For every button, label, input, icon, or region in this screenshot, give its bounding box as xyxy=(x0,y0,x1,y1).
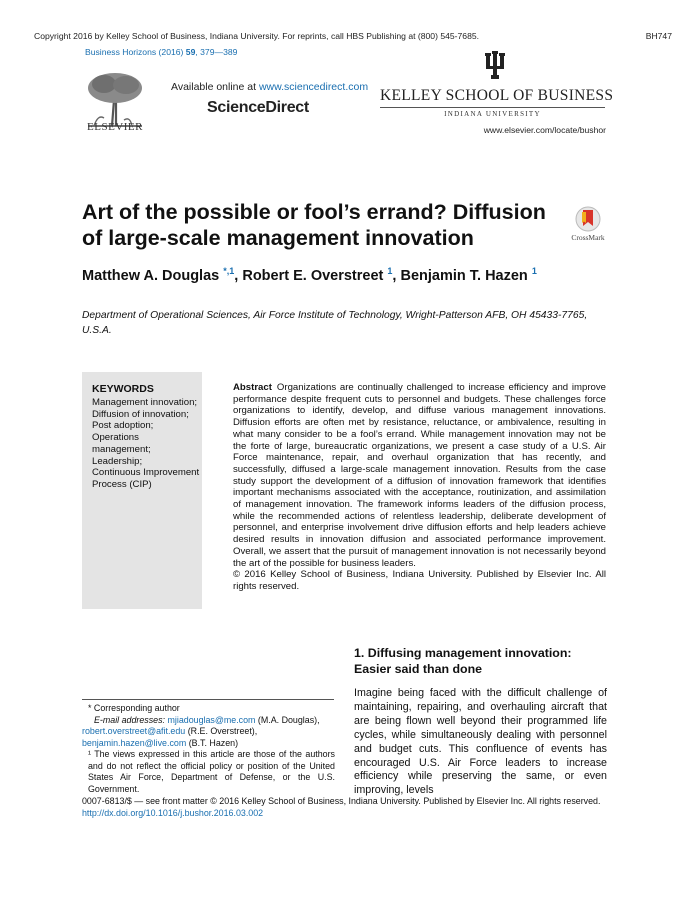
abstract-label: Abstract xyxy=(233,382,272,393)
abstract xyxy=(233,382,606,593)
footnotes xyxy=(82,703,335,795)
author-mark[interactable]: 1 xyxy=(531,266,537,276)
abstract-paragraph xyxy=(233,382,606,569)
email-link[interactable]: robert.overstreet@afit.edu xyxy=(82,726,186,736)
elsevier-wordmark: ELSEVIER xyxy=(87,121,143,133)
section-heading-line: Easier said than done xyxy=(354,662,483,676)
author-list: Matthew A. Douglas $^{*,1}$, Robert E. Overstreet $^1$, Benjamin T. Hazen $^1$ xyxy=(82,266,537,284)
abstract-text: Organizations are continually challenged to increase efficiency and improve performance despite frequent cuts to personnel and budgets. These challenges force organizations to identify, develop, and diffuse various management innovations. Diffusion efforts are often met by resistance, reluctance, or ambivalence, resulting in what many consider to be a fool’s errand. While management innovation may not be the forte of large, bureaucratic organizations, we present a case study of a U.S. Air Force maintenance, repair, and overhaul organization that has recently, and successfully, diffused a large-scale management innovation. Results from the case study support the development of a diffusion of innovation framework that identifies important mechanisms associated with the acceptance, routinization, and assimilation of management innovation. The framework informs leaders of the diffusion process, while the recommended actions of relentless leadership, deliberate development of personnel, and enterprise involvement drive diffusion efforts and help leaders achieve desired results in innovation diffusion and associated performance improvement. Overall, we assert that the pursuit of management innovation is not necessarily beyond the art of the possible for business leaders. xyxy=(233,382,606,569)
available-online xyxy=(171,81,368,93)
journal-citation[interactable] xyxy=(85,47,237,57)
email-line xyxy=(82,726,335,738)
journal-url[interactable]: www.elsevier.com/locate/bushor xyxy=(483,125,606,135)
citation-volume: 59 xyxy=(185,47,196,57)
keyword-item: Post adoption; xyxy=(92,420,154,432)
keywords-box xyxy=(82,372,202,609)
iu-trident-logo xyxy=(483,50,507,80)
sciencedirect-logo: ScienceDirect xyxy=(207,99,309,116)
author-name: Robert E. Overstreet xyxy=(242,267,384,284)
email-owner: (R.E. Overstreet), xyxy=(185,726,258,736)
email-link[interactable]: mjiadouglas@me.com xyxy=(167,714,256,725)
email-label: E-mail addresses: xyxy=(94,714,166,725)
email-link[interactable]: benjamin.hazen@live.com xyxy=(82,737,187,748)
email-line xyxy=(82,738,335,750)
email-owner: (M.A. Douglas), xyxy=(255,714,320,725)
section-heading xyxy=(354,645,614,677)
crossmark-label: CrossMark xyxy=(571,233,605,242)
citation-prefix: Business Horizons (2016) xyxy=(85,47,186,57)
keyword-item: Continuous Improvement Process (CIP) xyxy=(92,467,200,490)
email-owner: (B.T. Hazen) xyxy=(186,737,239,748)
disclaimer-note: ¹ The views expressed in this article are those of the authors and do not reflect the official policy or position of the United States Air Force, Department of Defense, or the U.S. Government. xyxy=(88,749,335,794)
issn-line: 0007-6813/$ — see front matter © 2016 Kelley School of Business, Indiana University. Published by Elsevier Inc. All rights reserved. xyxy=(82,796,601,806)
author-name: Matthew A. Douglas xyxy=(82,267,220,284)
kelley-divider xyxy=(380,107,605,108)
citation-pages: , 379—389 xyxy=(195,47,238,57)
document-code: BH747 xyxy=(645,31,672,41)
abstract-copyright: © 2016 Kelley School of Business, Indiana University. Published by Elsevier Inc. All rights reserved. xyxy=(233,569,606,592)
kelley-school-name: KELLEY SCHOOL OF BUSINESS xyxy=(380,87,614,104)
keyword-item: Leadership; xyxy=(92,455,143,467)
section-body-text: Imagine being faced with the difficult challenge of maintaining, repairing, and overhauling aircraft that are being flown well beyond their programmed life cycles, while simultaneously dealing with personnel and budget cuts. This confluence of events has encouraged U.S. Air Force leaders to increase efficiency while preserving the same, or even improving, levels xyxy=(354,687,607,797)
available-prefix: Available online at xyxy=(171,81,259,93)
author-name: Benjamin T. Hazen xyxy=(400,267,528,284)
section-heading-line: 1. Diffusing management innovation: xyxy=(354,646,572,660)
indiana-university: INDIANA UNIVERSITY xyxy=(444,110,541,118)
keywords-heading: KEYWORDS xyxy=(92,383,154,395)
affiliation: Department of Operational Sciences, Air Force Institute of Technology, Wright-Patterson AFB, OH 45433-7765, U.S.A. xyxy=(82,310,588,336)
keyword-item: Management innovation; xyxy=(92,397,198,408)
article-title: Art of the possible or fool’s errand? Diffusion of large-scale management innovation xyxy=(82,200,546,250)
keyword-item: Operations management; xyxy=(92,432,151,455)
author-mark[interactable]: *,1 xyxy=(223,266,235,276)
footnote-divider xyxy=(82,699,334,700)
keywords-list xyxy=(92,397,200,491)
corresponding-author-note: * Corresponding author xyxy=(88,703,180,713)
email-addresses xyxy=(82,715,335,727)
sciencedirect-link[interactable]: www.sciencedirect.com xyxy=(258,81,369,93)
author-mark[interactable]: 1 xyxy=(387,266,393,276)
keyword-item: Diffusion of innovation; xyxy=(92,408,189,420)
copyright-line: Copyright 2016 by Kelley School of Business, Indiana University. For reprints, call HBS Publishing at (800) 545-7685. xyxy=(34,31,480,41)
doi-link[interactable]: http://dx.doi.org/10.1016/j.bushor.2016.03.002 xyxy=(82,808,264,819)
front-matter-footer xyxy=(82,795,600,819)
